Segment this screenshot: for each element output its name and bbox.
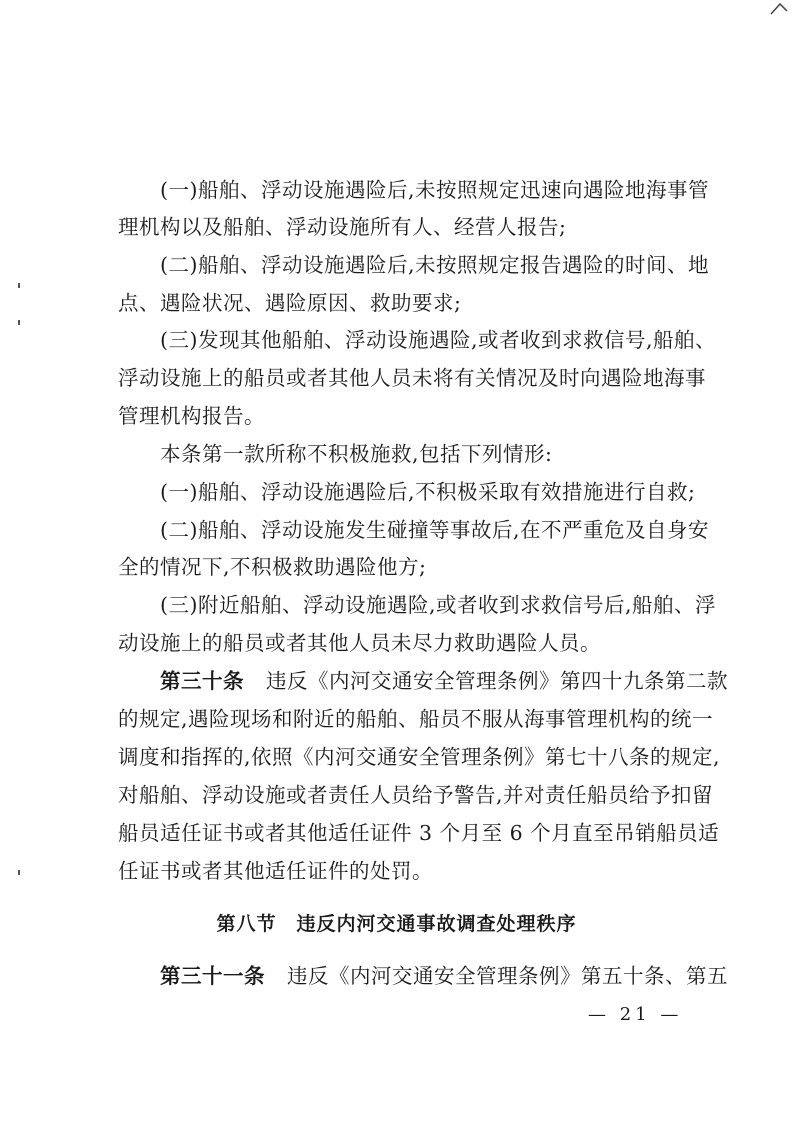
staple-mark-icon bbox=[770, 2, 788, 16]
article-30-heading: 第三十条 bbox=[160, 669, 244, 693]
body-line: (三)发现其他船舶、浮动设施遇险,或者收到求救信号,船舶、 bbox=[160, 328, 717, 352]
body-line: (一)船舶、浮动设施遇险后,未按照规定迅速向遇险地海事管 bbox=[160, 178, 710, 202]
article-31-text: 违反《内河交通安全管理条例》第五十条、第五 bbox=[287, 964, 728, 988]
body-line: 浮动设施上的船员或者其他人员未将有关情况及时向遇险地海事 bbox=[118, 366, 706, 390]
body-line: (三)附近船舶、浮动设施遇险,或者收到求救信号后,船舶、浮 bbox=[160, 593, 717, 617]
body-line: 任证书或者其他适任证件的处罚。 bbox=[118, 859, 433, 883]
article-30-first-line bbox=[160, 667, 728, 695]
article-31-first-line bbox=[160, 962, 728, 990]
page-number: — 21 — bbox=[588, 1004, 683, 1025]
body-line: (一)船舶、浮动设施遇险后,不积极采取有效措施进行自救; bbox=[160, 480, 696, 504]
scan-margin-dot bbox=[18, 870, 20, 875]
body-line: 调度和指挥的,依照《内河交通安全管理条例》第七十八条的规定, bbox=[118, 745, 721, 769]
body-line: 全的情况下,不积极救助遇险他方; bbox=[118, 555, 427, 579]
body-line: 理机构以及船舶、浮动设施所有人、经营人报告; bbox=[118, 215, 567, 239]
scan-margin-dot bbox=[18, 283, 20, 288]
body-line: 的规定,遇险现场和附近的船舶、船员不服从海事管理机构的统一 bbox=[118, 707, 714, 731]
article-31-heading: 第三十一条 bbox=[160, 964, 265, 988]
scan-margin-dot bbox=[18, 320, 20, 325]
body-line: 动设施上的船员或者其他人员未尽力救助遇险人员。 bbox=[118, 631, 601, 655]
body-line: 本条第一款所称不积极施救,包括下列情形: bbox=[160, 442, 553, 466]
body-line: 点、遇险状况、遇险原因、救助要求; bbox=[118, 291, 462, 315]
body-line: 管理机构报告。 bbox=[118, 404, 265, 428]
section-title: 第八节 违反内河交通事故调查处理秩序 bbox=[216, 913, 577, 935]
article-30-text: 违反《内河交通安全管理条例》第四十九条第二款 bbox=[266, 669, 728, 693]
body-line: (二)船舶、浮动设施发生碰撞等事故后,在不严重危及自身安 bbox=[160, 518, 710, 542]
body-line: (二)船舶、浮动设施遇险后,未按照规定报告遇险的时间、地 bbox=[160, 253, 710, 277]
body-line: 对船舶、浮动设施或者责任人员给予警告,并对责任船员给予扣留 bbox=[118, 783, 714, 807]
body-line: 船员适任证书或者其他适任证件 3 个月至 6 个月直至吊销船员适 bbox=[118, 821, 720, 845]
